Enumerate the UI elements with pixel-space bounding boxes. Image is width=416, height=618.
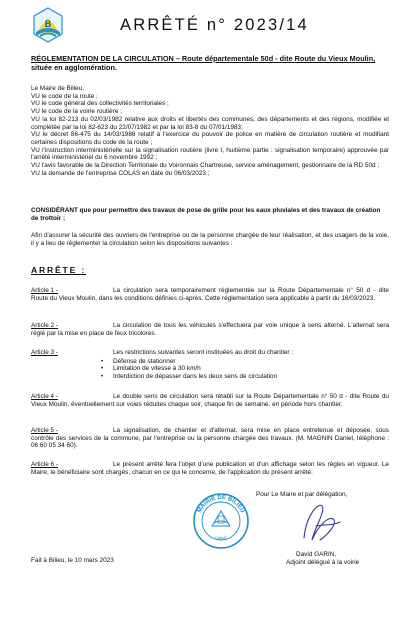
vu-line: VU le décret 86-475 du 14/03/1986 relatif à l'exercice du pouvoir de police en matière de circulation routière et modifiant certaines dispositions du code de la route ; xyxy=(31,131,389,146)
vu-line: VU la demande de l'entreprise COLAS en date du 06/03/2023 ; xyxy=(31,169,210,177)
article-5 xyxy=(31,427,389,450)
fait-date-line: Fait à Bilieu, le 10 mars 2023 xyxy=(31,557,114,564)
article-text: Le présent arrêté fera l'objet d'une publication et d'un affichage selon les règles en vigueur. Le Maire, le bénéficiaire sont chargés, chacun en ce qui le concerne, de l'application du présent arrêté. xyxy=(31,461,389,476)
article-text: La signalisation, de chantier et d'alternat, sera mise en place entretenue et déposée, sous contrôle des services de la commune, par l'entreprise ou la personne chargée des travaux. (M. MAGNIN Daniel, téléphone : 06 60 05 34 60). xyxy=(31,427,389,450)
article-label: Article 2 - xyxy=(31,322,58,329)
vu-line: VU l'instruction interministérielle sur la signalisation routière (livre I, huitième partie : signalisation temporaire) approuvée par l'arrêté interministériel du 6 novembre 1992 ; xyxy=(31,146,389,162)
article-1 xyxy=(31,287,389,302)
arrete-label: ARRÊTE : xyxy=(31,265,86,275)
vu-line: VU le code de la voirie routière ; xyxy=(31,108,122,116)
mayor-line: Le Maire de Bilieu, xyxy=(31,85,84,92)
article-label: Article 6 - xyxy=(31,461,58,468)
bilieu-logo-icon xyxy=(32,6,64,46)
restriction-list xyxy=(31,358,389,381)
preamble xyxy=(31,85,389,177)
svg-text:B: B xyxy=(44,19,52,29)
article-label: Article 4 - xyxy=(31,393,58,400)
intro-paragraph: Afin d'assurer la sécurité des ouvriers de l'entreprise ou de la personne chargée de leur réalisation, et des usagers de la voie, il y a lieu de réglementer la circulation selon les dispositions suivantes : xyxy=(31,232,389,247)
vu-line: VU le code de la route ; xyxy=(31,92,98,100)
signatory-name: David GARIN, xyxy=(296,551,337,558)
regulation-heading xyxy=(31,55,389,72)
vu-line: VU la loi 82-213 du 02/03/1982 relative aux droits et libertés des communes, des départements et des régions, modifiée et complétée par la loi 82-623 du 22/07/1982 et par la loi 83-8 du 07/01/1983; xyxy=(31,115,389,131)
vu-line: VU l'avis favorable de la Direction Territoriale du Voironnais Chartreuse, service aménagement, gestionnaire de la RD 50d ; xyxy=(31,162,380,170)
considerant: CONSIDÉRANT que pour permettre des travaux de pose de grille pour les eaux pluviales et des travaux de création de trottoir ; xyxy=(31,207,381,222)
vu-line: VU le code général des collectivités territoriales ; xyxy=(31,100,169,108)
article-label: Article 5 - xyxy=(31,427,58,434)
page-title: ARRÊTÉ n° 2023/14 xyxy=(120,16,309,34)
svg-text:MAIRIE DE BILIEU: MAIRIE DE BILIEU xyxy=(196,494,246,514)
handwritten-signature-icon xyxy=(296,496,344,550)
article-text: La circulation sera temporairement réglementée sur la Route Départementale n° 50 d - dite Route du Vieux Moulin, dans les conditions définies ci-après. Cette réglementation sera applicable à partir du 16/03/2023. xyxy=(31,287,389,302)
article-text: La circulation de tous les véhicules s'effectuera par voie unique à sens alterné. L'alternat sera réglé par la mise en place de feux tricolores. xyxy=(31,322,389,337)
list-item: • Limitation de vitesse à 30 km/h xyxy=(113,365,389,373)
regulation-heading-rest: située en agglomération. xyxy=(31,62,117,72)
list-item: • Défense de stationner xyxy=(113,358,389,366)
mairie-stamp-icon xyxy=(192,492,250,550)
article-text: Le double sens de circulation sera rétabli sur la Route Départementale n° 50 d - dite Route du Vieux Moulin, éventuellement sur voies réduites chaque soir, chaque fin de semaine, en période hors chantier. xyxy=(31,393,389,408)
article-2 xyxy=(31,322,389,337)
article-3 xyxy=(31,349,389,381)
list-item: • Interdiction de dépasser dans les deux sens de circulation xyxy=(113,373,389,381)
article-text: Les restrictions suivantes seront instituées au droit du chantier : xyxy=(113,349,294,356)
article-6 xyxy=(31,461,389,476)
delegation-line: Pour Le Maire et par délégation, xyxy=(256,491,348,498)
signatory-role: Adjoint délégué à la voirie xyxy=(286,559,360,566)
article-label: Article 3 - xyxy=(31,349,58,356)
article-label: Article 1 - xyxy=(31,287,58,294)
regulation-heading-main: RÉGLEMENTATION DE LA CIRCULATION – Route départementale 50d - dite Route du Vieux Moulin, xyxy=(31,54,376,63)
article-4 xyxy=(31,393,389,408)
svg-text:ISÈRE: ISÈRE xyxy=(214,535,228,542)
